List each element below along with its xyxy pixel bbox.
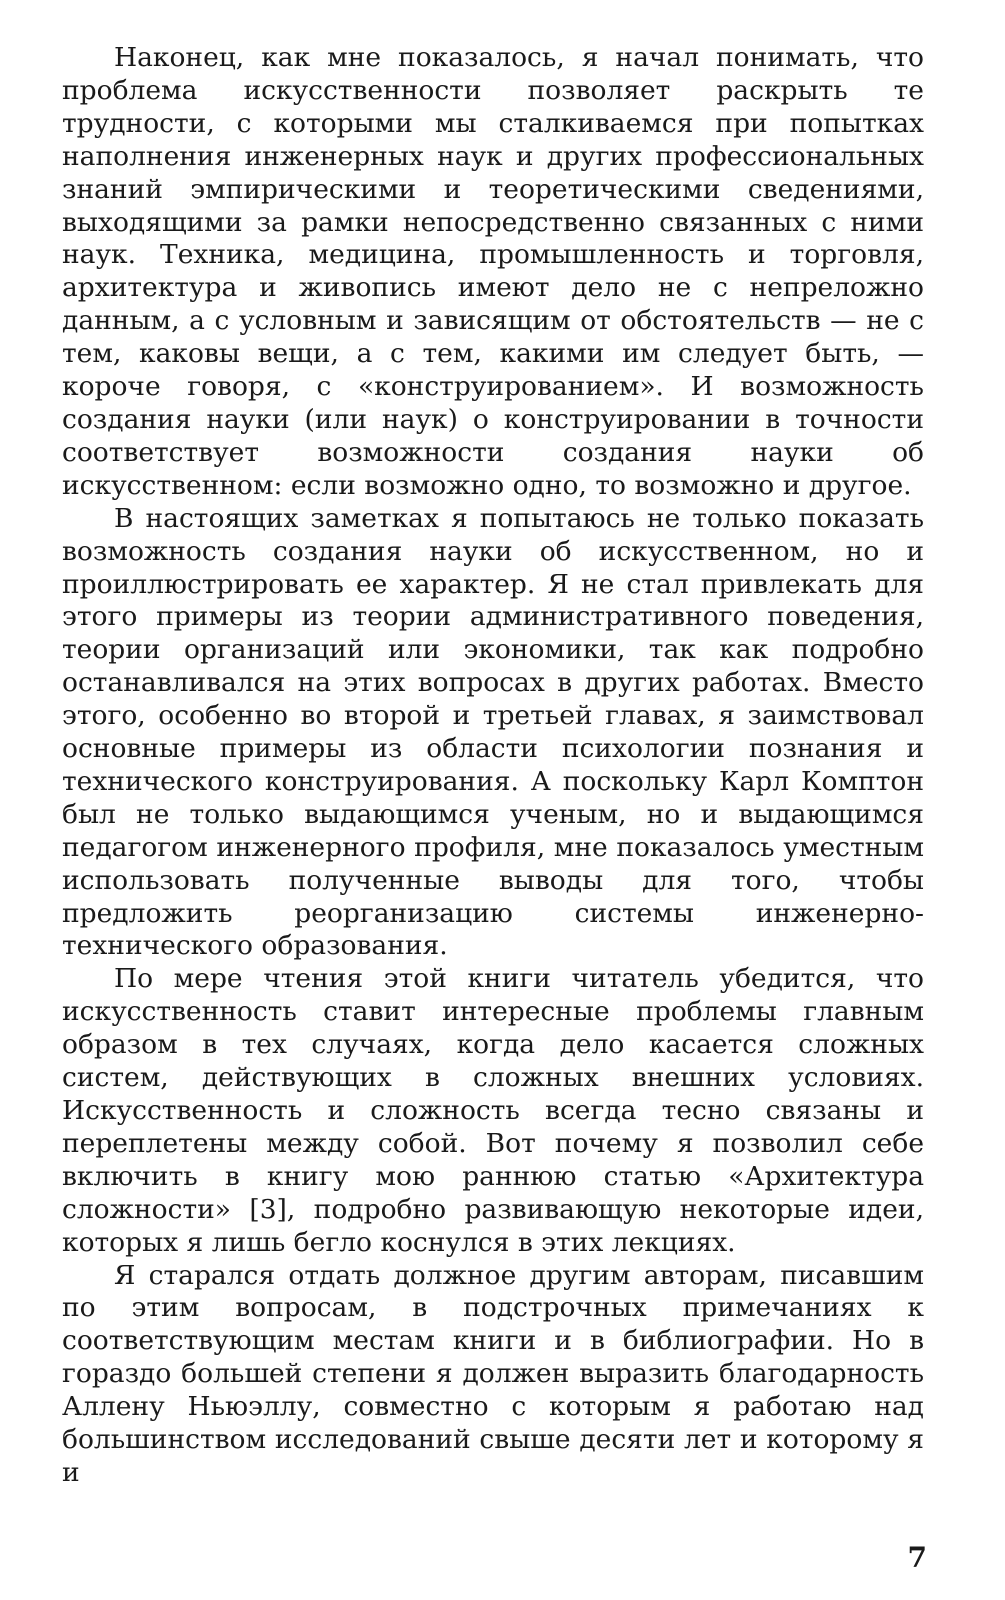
paragraph-3: По мере чтения этой книги читатель убедится, что искусственность ставит интересные проблемы главным образом в тех случаях, когда дело касается сложных систем, действующих в сложных внешних условиях. Искусственность и сложность всегда тесно связаны и переплетены между собой. Вот почему я позволил себе включить в книгу мою раннюю статью «Архитектура сложности» [3], подробно развивающую некоторые идеи, которых я лишь бегло коснулся в этих лекциях. [62, 963, 924, 1258]
page-number: 7 [907, 1541, 927, 1574]
paragraph-2: В настоящих заметках я попытаюсь не только показать возможность создания науки об искусственном, но и проиллюстрировать ее характер. Я не стал привлекать для этого примеры из теории административного поведения, теории организаций или экономики, так как подробно останавливался на этих вопросах в других работах. Вместо этого, особенно во второй и третьей главах, я заимствовал основные примеры из области психологии познания и технического конструирования. А поскольку Карл Комптон был не только выдающимся ученым, но и выдающимся педагогом инженерного профиля, мне показалось уместным использовать полученные выводы для того, чтобы предложить реорганизацию системы инженерно-технического образования. [62, 502, 924, 962]
paragraph-4: Я старался отдать должное другим авторам, писавшим по этим вопросам, в подстрочных примечаниях к соответствующим местам книги и в библиографии. Но в гораздо большей степени я должен выразить благодарность Аллену Ньюэллу, совместно с которым я работаю над большинством исследований свыше десяти лет и которому я и [62, 1259, 924, 1488]
body-text [62, 42, 924, 1490]
paragraph-1: Наконец, как мне показалось, я начал понимать, что проблема искусственности позволяет раскрыть те трудности, с которыми мы сталкиваемся при попытках наполнения инженерных наук и других профессиональных знаний эмпирическими и теоретическими сведениями, выходящими за рамки непосредственно связанных с ними наук. Техника, медицина, промышленность и торговля, архитектура и живопись имеют дело не с непреложно данным, а с условным и зависящим от обстоятельств — не с тем, каковы вещи, а с тем, какими им следует быть, — короче говоря, с «конструированием». И возможность создания науки (или наук) о конструировании в точности соответствует возможности создания науки об искусственном: если возможно одно, то возможно и другое. [62, 42, 924, 501]
